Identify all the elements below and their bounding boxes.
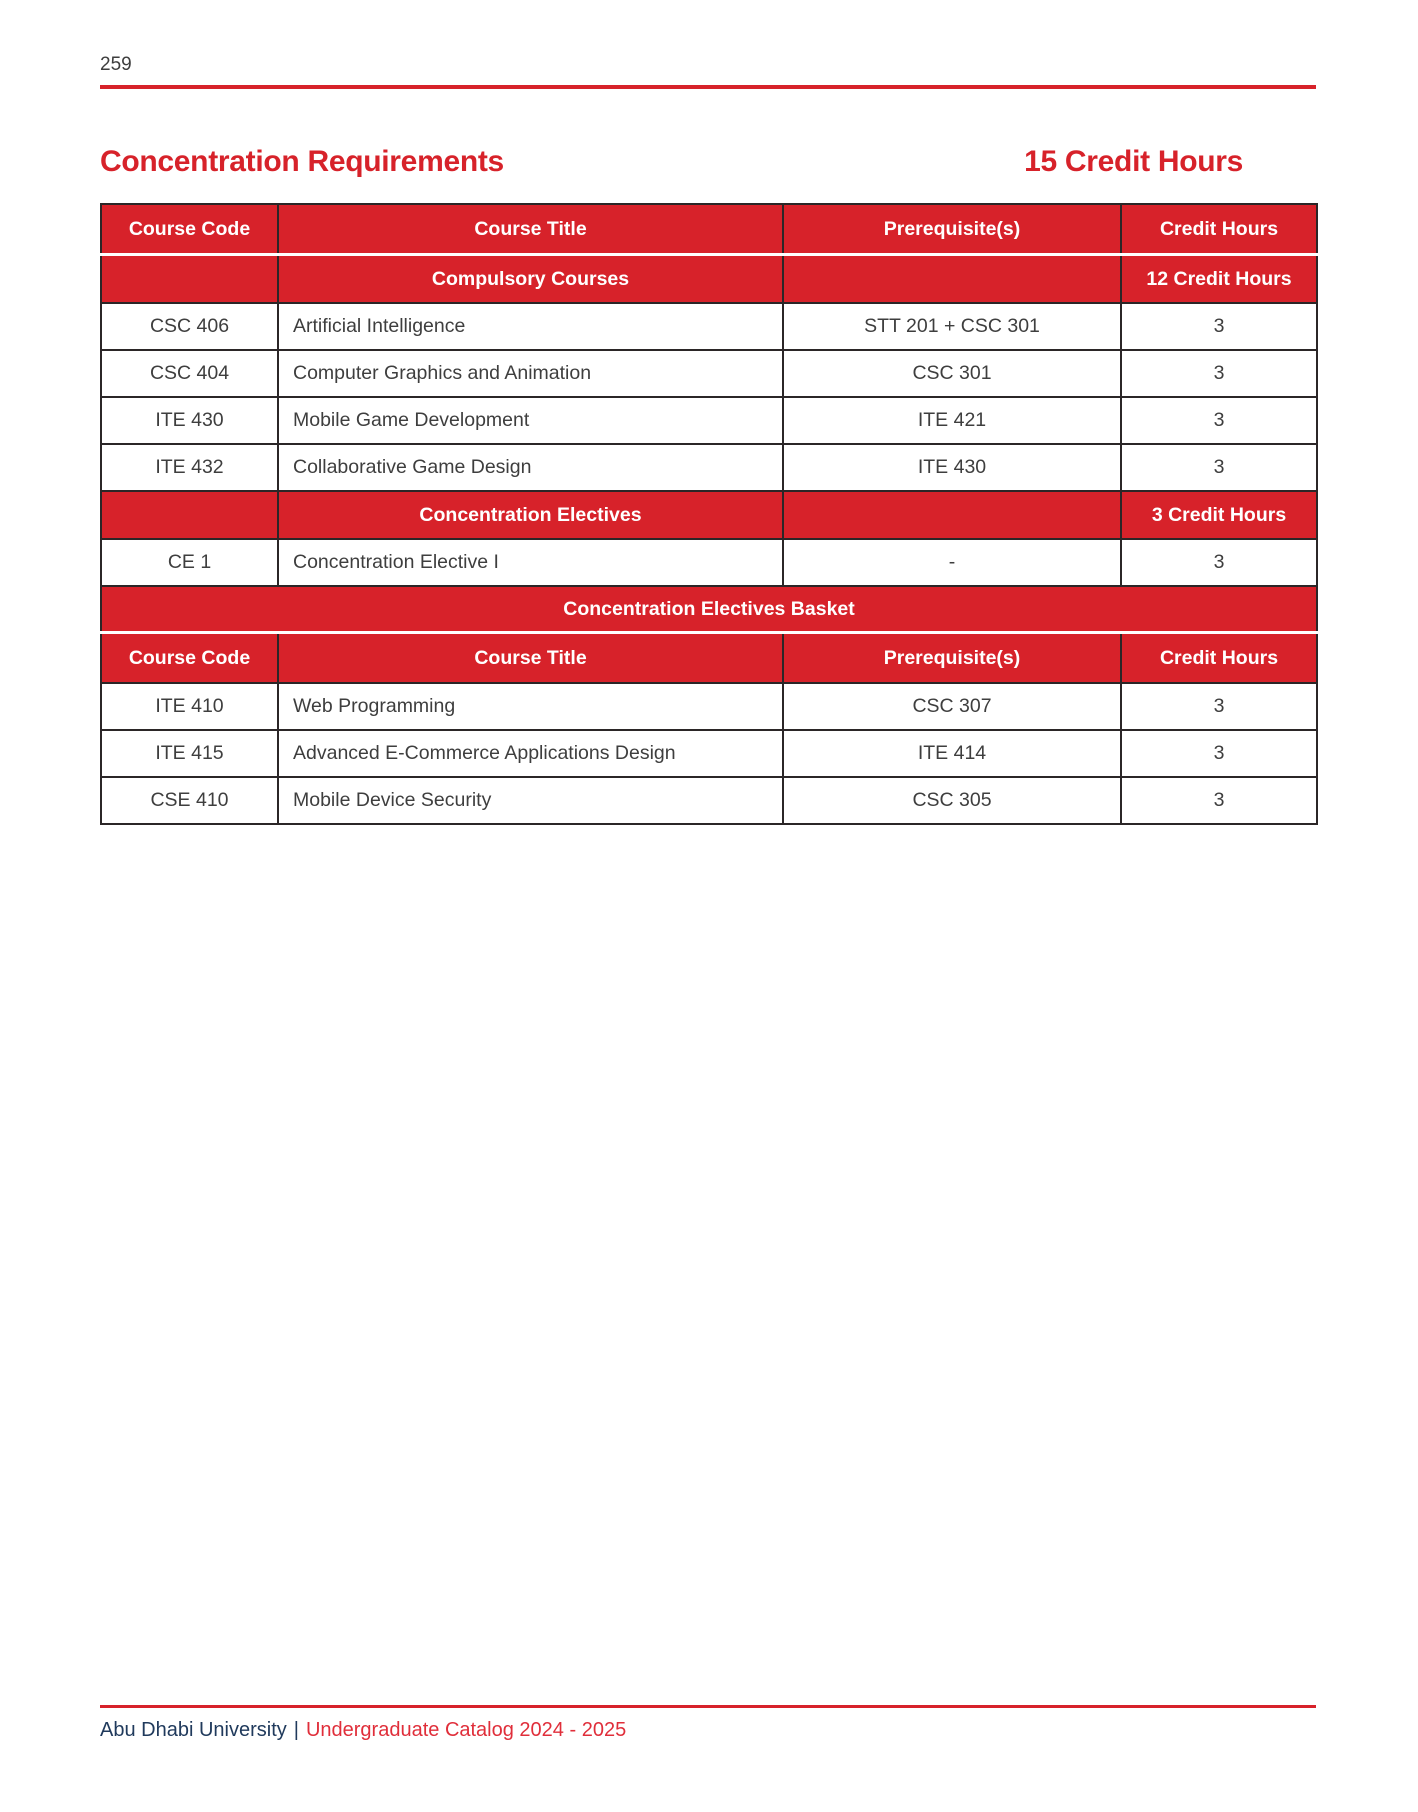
table-row [101, 303, 1317, 350]
cell-prerequisites: STT 201 + CSC 301 [783, 303, 1121, 350]
page-content [100, 0, 1316, 825]
col-header-course-code: Course Code [101, 204, 278, 255]
cell-prerequisites: ITE 430 [783, 444, 1121, 491]
page-number: 259 [100, 54, 132, 75]
col-header-credit-hours: Credit Hours [1121, 204, 1317, 255]
cell-prerequisites: CSC 307 [783, 683, 1121, 730]
top-rule [100, 85, 1316, 89]
electives-section-title: Concentration Electives [278, 491, 783, 539]
table-row [101, 730, 1317, 777]
table-row [101, 350, 1317, 397]
basket-header-row [101, 633, 1317, 684]
page-footer [100, 1705, 1316, 1742]
section-heading [100, 145, 1316, 179]
compulsory-section-title: Compulsory Courses [278, 255, 783, 304]
table-row [101, 397, 1317, 444]
cell-prerequisites: ITE 421 [783, 397, 1121, 444]
col-header-credit-hours: Credit Hours [1121, 633, 1317, 684]
cell-credit-hours: 3 [1121, 444, 1317, 491]
cell-course-code: ITE 415 [101, 730, 278, 777]
cell-course-title: Mobile Game Development [278, 397, 783, 444]
section-title: Concentration Requirements [100, 145, 504, 178]
col-header-prerequisites: Prerequisite(s) [783, 633, 1121, 684]
footer-rule [100, 1705, 1316, 1708]
cell-course-code: ITE 430 [101, 397, 278, 444]
table-header-row [101, 204, 1317, 255]
cell-credit-hours: 3 [1121, 350, 1317, 397]
basket-section-title: Concentration Electives Basket [101, 586, 1317, 633]
footer-university: Abu Dhabi University [100, 1719, 287, 1741]
cell-credit-hours: 3 [1121, 683, 1317, 730]
cell-prerequisites: - [783, 539, 1121, 586]
cell-prerequisites: CSC 305 [783, 777, 1121, 824]
cell-credit-hours: 3 [1121, 303, 1317, 350]
cell-course-title: Mobile Device Security [278, 777, 783, 824]
cell-course-title: Web Programming [278, 683, 783, 730]
cell-course-code: CSC 404 [101, 350, 278, 397]
cell-credit-hours: 3 [1121, 777, 1317, 824]
cell-credit-hours: 3 [1121, 539, 1317, 586]
cell-prerequisites: CSC 301 [783, 350, 1121, 397]
cell-course-code: ITE 432 [101, 444, 278, 491]
cell-course-code: CSC 406 [101, 303, 278, 350]
cell-course-title: Collaborative Game Design [278, 444, 783, 491]
footer-text [100, 1719, 1316, 1742]
cell-credit-hours: 3 [1121, 730, 1317, 777]
cell-course-title: Artificial Intelligence [278, 303, 783, 350]
compulsory-empty-prereq-cell [783, 255, 1121, 304]
basket-title-row [101, 586, 1317, 633]
electives-credit-total: 3 Credit Hours [1121, 491, 1317, 539]
electives-section-row [101, 491, 1317, 539]
cell-course-title: Computer Graphics and Animation [278, 350, 783, 397]
footer-catalog: Undergraduate Catalog 2024 - 2025 [305, 1719, 627, 1741]
col-header-course-title: Course Title [278, 204, 783, 255]
cell-credit-hours: 3 [1121, 397, 1317, 444]
col-header-prerequisites: Prerequisite(s) [783, 204, 1121, 255]
table-row [101, 444, 1317, 491]
cell-course-title: Advanced E-Commerce Applications Design [278, 730, 783, 777]
cell-course-title: Concentration Elective I [278, 539, 783, 586]
section-credit-total: 15 Credit Hours [1024, 145, 1243, 178]
footer-separator: | [293, 1719, 299, 1741]
table-row [101, 539, 1317, 586]
cell-course-code: CSE 410 [101, 777, 278, 824]
cell-course-code: CE 1 [101, 539, 278, 586]
compulsory-empty-code-cell [101, 255, 278, 304]
col-header-course-code: Course Code [101, 633, 278, 684]
col-header-course-title: Course Title [278, 633, 783, 684]
compulsory-section-row [101, 255, 1317, 304]
table-row [101, 777, 1317, 824]
electives-empty-code-cell [101, 491, 278, 539]
cell-prerequisites: ITE 414 [783, 730, 1121, 777]
electives-empty-prereq-cell [783, 491, 1121, 539]
cell-course-code: ITE 410 [101, 683, 278, 730]
requirements-table [100, 203, 1318, 825]
compulsory-credit-total: 12 Credit Hours [1121, 255, 1317, 304]
table-row [101, 683, 1317, 730]
